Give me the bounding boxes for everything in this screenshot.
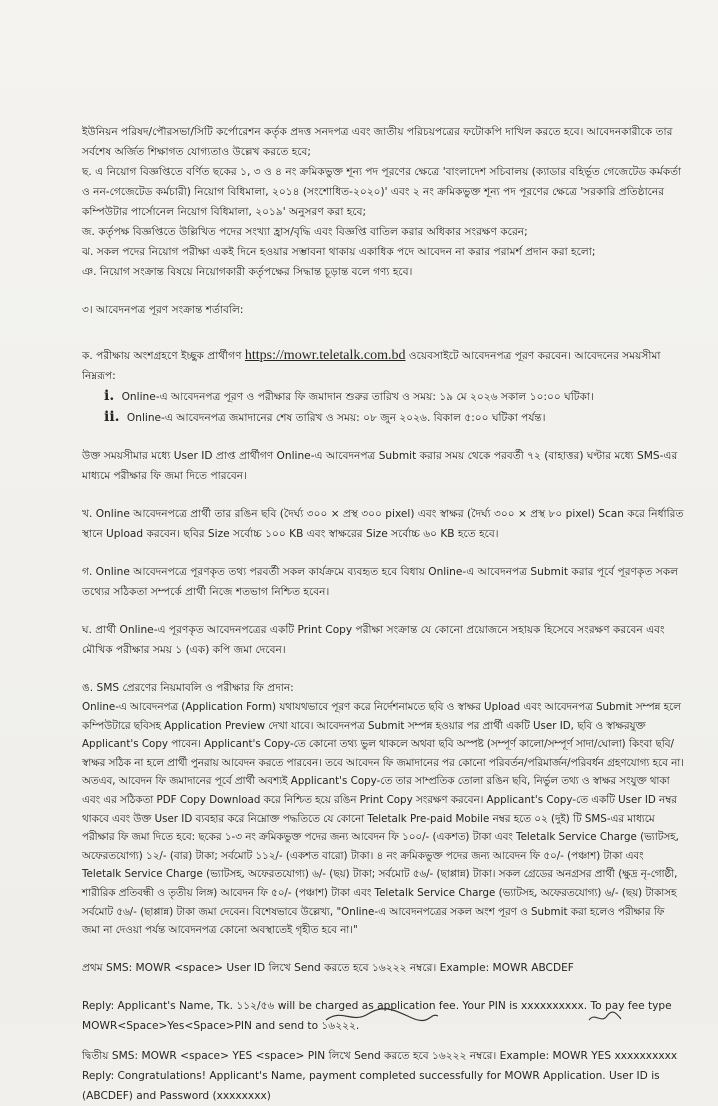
initials-mark [585, 1010, 625, 1024]
section-heading-3: ৩। আবেদনপত্র পূরণ সংক্রান্ত শর্তাবলি: [82, 304, 244, 316]
schedule-item-end [82, 407, 684, 428]
paragraph-uma-heading: ঙ. SMS প্রেরণের নিয়মাবলি ও পরীক্ষার ফি প্রদান: [82, 682, 294, 694]
first-sms-instruction: প্রথম SMS: MOWR <space> User ID লিখে Send করতে হবে ১৬২২২ নম্বরে। Example: MOWR ABCDEF [82, 961, 574, 974]
paragraph-ka-tail: ওয়েবসাইটে আবেদনপত্র পূরণ করবেন। আবেদনের সময়সীমা নিম্নরূপ: [82, 350, 661, 382]
roman-numeral-ii: ii. [104, 409, 120, 425]
second-sms-instruction: দ্বিতীয় SMS: MOWR <space> YES <space> PIN লিখে Send করতে হবে ১৬২২২ নম্বরে। Example: MOWR YES xxxxxxxxxx [82, 1049, 678, 1062]
paragraph-union-certificate: ইউনিয়ন পরিষদ/পৌরসভা/সিটি কর্পোরেশন কর্তৃক প্রদত্ত সনদপত্র এবং জাতীয় পরিচয়পত্রের ফটোকপি দাখিল করতে হবে। আবেদনকারীকে তার সর্বশেষ অর্জিত শিক্ষাগত যোগ্যতাও উল্লেখ করতে হবে; [82, 126, 673, 158]
second-sms-reply: Reply: Congratulations! Applicant's Name, payment completed successfully for MOWR Application. User ID is (ABCDEF) and Password (xxxxxxxx) [82, 1069, 660, 1102]
schedule-item-start-text: Online-এ আবেদনপত্র পূরণ ও পরীক্ষার ফি জমাদান শুরুর তারিখ ও সময়: ১৯ মে ২০২৬ সকাল ১০:০০ ঘটিকা। [121, 391, 594, 403]
paragraph-ka [82, 346, 684, 386]
paragraph-ka-lead: ক. পরীক্ষায় অংশগ্রহণে ইচ্ছুক প্রার্থীগণ [82, 350, 242, 362]
paragraph-uma-body: Online-এ আবেদনপত্র (Application Form) যথাযথভাবে পূরণ করে নির্দেশনামতে ছবি ও স্বাক্ষর Upload এবং আবেদনপত্র Submit সম্পন্ন হলে কম্পিউটারে ছবিসহ Application Preview দেখা যাবে। আবেদনপত্র Submit সম্পন্ন হওয়ার পর প্রার্থী একটি User ID, ছবি ও স্বাক্ষরযুক্ত Applicant's Copy পাবেন। Applicant's Copy-তে কোনো তথ্য ভুল থাকলে অথবা ছবি অস্পষ্ট (সম্পূর্ণ কালো/সম্পূর্ণ সাদা/ঘোলা) কিংবা ছবি/স্বাক্ষর সঠিক না হলে প্রার্থী পুনরায় আবেদন করতে পারবেন। তবে আবেদন ফি জমাদানের পর কোনো পরিবর্তন/পরিমার্জন/পরিবর্ধন গ্রহণযোগ্য হবে না। অতএব, আবেদন ফি জমাদানের পূর্বে প্রার্থী অবশ্যই Applicant's Copy-তে তার সাম্প্রতিক তোলা রঙিন ছবি, নির্ভুল তথ্য ও স্বাক্ষর সংযুক্ত থাকা এবং এর সঠিকতা PDF Copy Download করে নিশ্চিত হয়ে রঙিন Print Copy সংরক্ষণ করবেন। Applicant's Copy-তে একটি User ID নম্বর থাকবে এবং উক্ত User ID ব্যবহার করে নিম্নোক্ত পদ্ধতিতে যে কোনো Teletalk Pre-paid Mobile নম্বর হতে ০২ (দুই) টি SMS-এর মাধ্যমে পরীক্ষার ফি জমা দিতে হবে: ছকের ১-৩ নং ক্রমিকভুক্ত পদের জন্য আবেদন ফি ১০০/- (একশত) টাকা এবং Teletalk Service Charge (ভ্যাটসহ, অফেরতযোগ্য) ১২/- (বার) টাকা; সর্বমোট ১১২/- (একশত বারো) টাকা। ৪ নং ক্রমিকভুক্ত পদের জন্য আবেদন ফি ৫০/- (পঞ্চাশ) টাকা এবং Teletalk Service Charge (ভ্যাটসহ, অফেরতযোগ্য) ৬/- (ছয়) টাকা; সর্বমোট ৫৬/- (ছাপ্পান্ন) টাকা। সকল গ্রেডের অনগ্রসর প্রার্থী (ক্ষুদ্র নৃ-গোষ্ঠী, শারীরিক প্রতিবন্ধী ও তৃতীয় লিঙ্গ) আবেদন ফি ৫০/- (পঞ্চাশ) টাকা এবং Teletalk Service Charge (ভ্যাটসহ, অফেরতযোগ্য) ৬/- (ছয়) টাকাসহ সর্বমোট ৫৬/- (ছাপ্পান্ন) টাকা জমা দেবেন। বিশেষভাবে উল্লেখ্য, "Online-এ আবেদনপত্রের সকল অংশ পূরণ ও Submit করা হলেও পরীক্ষার ফি জমা না দেওয়া পর্যন্ত আবেদনপত্র কোনো অবস্থাতেই গৃহীত হবে না।" [82, 701, 684, 937]
paragraph-ga: গ. Online আবেদনপত্রে পূরণকৃত তথ্য পরবর্তী সকল কার্যক্রমে ব্যবহৃত হবে বিধায় Online-এ আবেদনপত্র Submit করার পূর্বে পূরণকৃত সকল তথ্যের সঠিকতা সম্পর্কে প্রার্থী নিজে শতভাগ নিশ্চিত হবেন। [82, 566, 679, 598]
application-website-link[interactable]: https://mowr.teletalk.com.bd [244, 348, 406, 363]
paragraph-deadline-sms: উক্ত সময়সীমার মধ্যে User ID প্রাপ্ত প্রার্থীগণ Online-এ আবেদনপত্র Submit করার সময় থেকে পরবর্তী ৭২ (বাহাত্তর) ঘণ্টার মধ্যে SMS-এর মাধ্যমে পরীক্ষার ফি জমা দিতে পারবেন। [82, 450, 678, 482]
paragraph-ja: জ. কর্তৃপক্ষ বিজ্ঞপ্তিতে উল্লিখিত পদের সংখ্যা হ্রাস/বৃদ্ধি এবং বিজ্ঞপ্তি বাতিল করার অধিকার সংরক্ষণ করেন; [82, 226, 528, 238]
paragraph-kha: খ. Online আবেদনপত্রে প্রার্থী তার রঙিন ছবি (দৈর্ঘ্য ৩০০ × প্রস্থ ৩০০ pixel) এবং স্বাক্ষর (দৈর্ঘ্য ৩০০ × প্রস্থ ৮০ pixel) Scan করে নির্ধারিত স্থানে Upload করবেন। ছবির Size সর্বোচ্চ ১০০ KB এবং স্বাক্ষরের Size সর্বোচ্চ ৬০ KB হতে হবে। [82, 508, 684, 540]
paragraph-jha: ঝ. সকল পদের নিয়োগ পরীক্ষা একই দিনে হওয়ার সম্ভাবনা থাকায় একাধিক পদে আবেদন না করার পরামর্শ প্রদান করা হলো; [82, 246, 596, 258]
roman-numeral-i: i. [104, 388, 115, 404]
first-sms-reply: Reply: Applicant's Name, Tk. ১১২/৫৬ will be charged as application fee. Your PIN is xxxxxxxxxx. To pay fee type MOWR<Space>Yes<Space>PIN and send to ১৬২২২. [82, 999, 672, 1032]
signature-mark [322, 1006, 442, 1024]
paragraph-cha: ছ. এ নিয়োগ বিজ্ঞপ্তিতে বর্ণিত ছকের ১, ৩ ও ৪ নং ক্রমিকভুক্ত শূন্য পদ পূরণের ক্ষেত্রে 'বাংলাদেশ সচিবালয় (ক্যাডার বহির্ভূত গেজেটেড কর্মকর্তা ও নন-গেজেটেড কর্মচারী) নিয়োগ বিধিমালা, ২০১৪ (সংশোধিত-২০২০)' এবং ২ নং ক্রমিকভুক্ত শূন্য পদ পূরণের ক্ষেত্রে 'সরকারি প্রতিষ্ঠানের কম্পিউটার পার্সোনেল নিয়োগ বিধিমালা, ২০১৯' অনুসরণ করা হবে; [82, 166, 682, 218]
paragraph-gha: ঘ. প্রার্থী Online-এ পূরণকৃত আবেদনপত্রের একটি Print Copy পরীক্ষা সংক্রান্ত যে কোনো প্রয়োজনে সহায়ক হিসেবে সংরক্ষণ করবেন এবং মৌখিক পরীক্ষার সময় ১ (এক) কপি জমা দেবেন। [82, 624, 665, 656]
schedule-item-end-text: Online-এ আবেদনপত্র জমাদানের শেষ তারিখ ও সময়: ০৮ জুন ২০২৬. বিকাল ৫:০০ ঘটিকা পর্যন্ত। [126, 412, 546, 424]
schedule-item-start [82, 386, 684, 407]
paragraph-nya: ঞ. নিয়োগ সংক্রান্ত বিষয়ে নিয়োগকারী কর্তৃপক্ষের সিদ্ধান্ত চূড়ান্ত বলে গণ্য হবে। [82, 266, 413, 278]
